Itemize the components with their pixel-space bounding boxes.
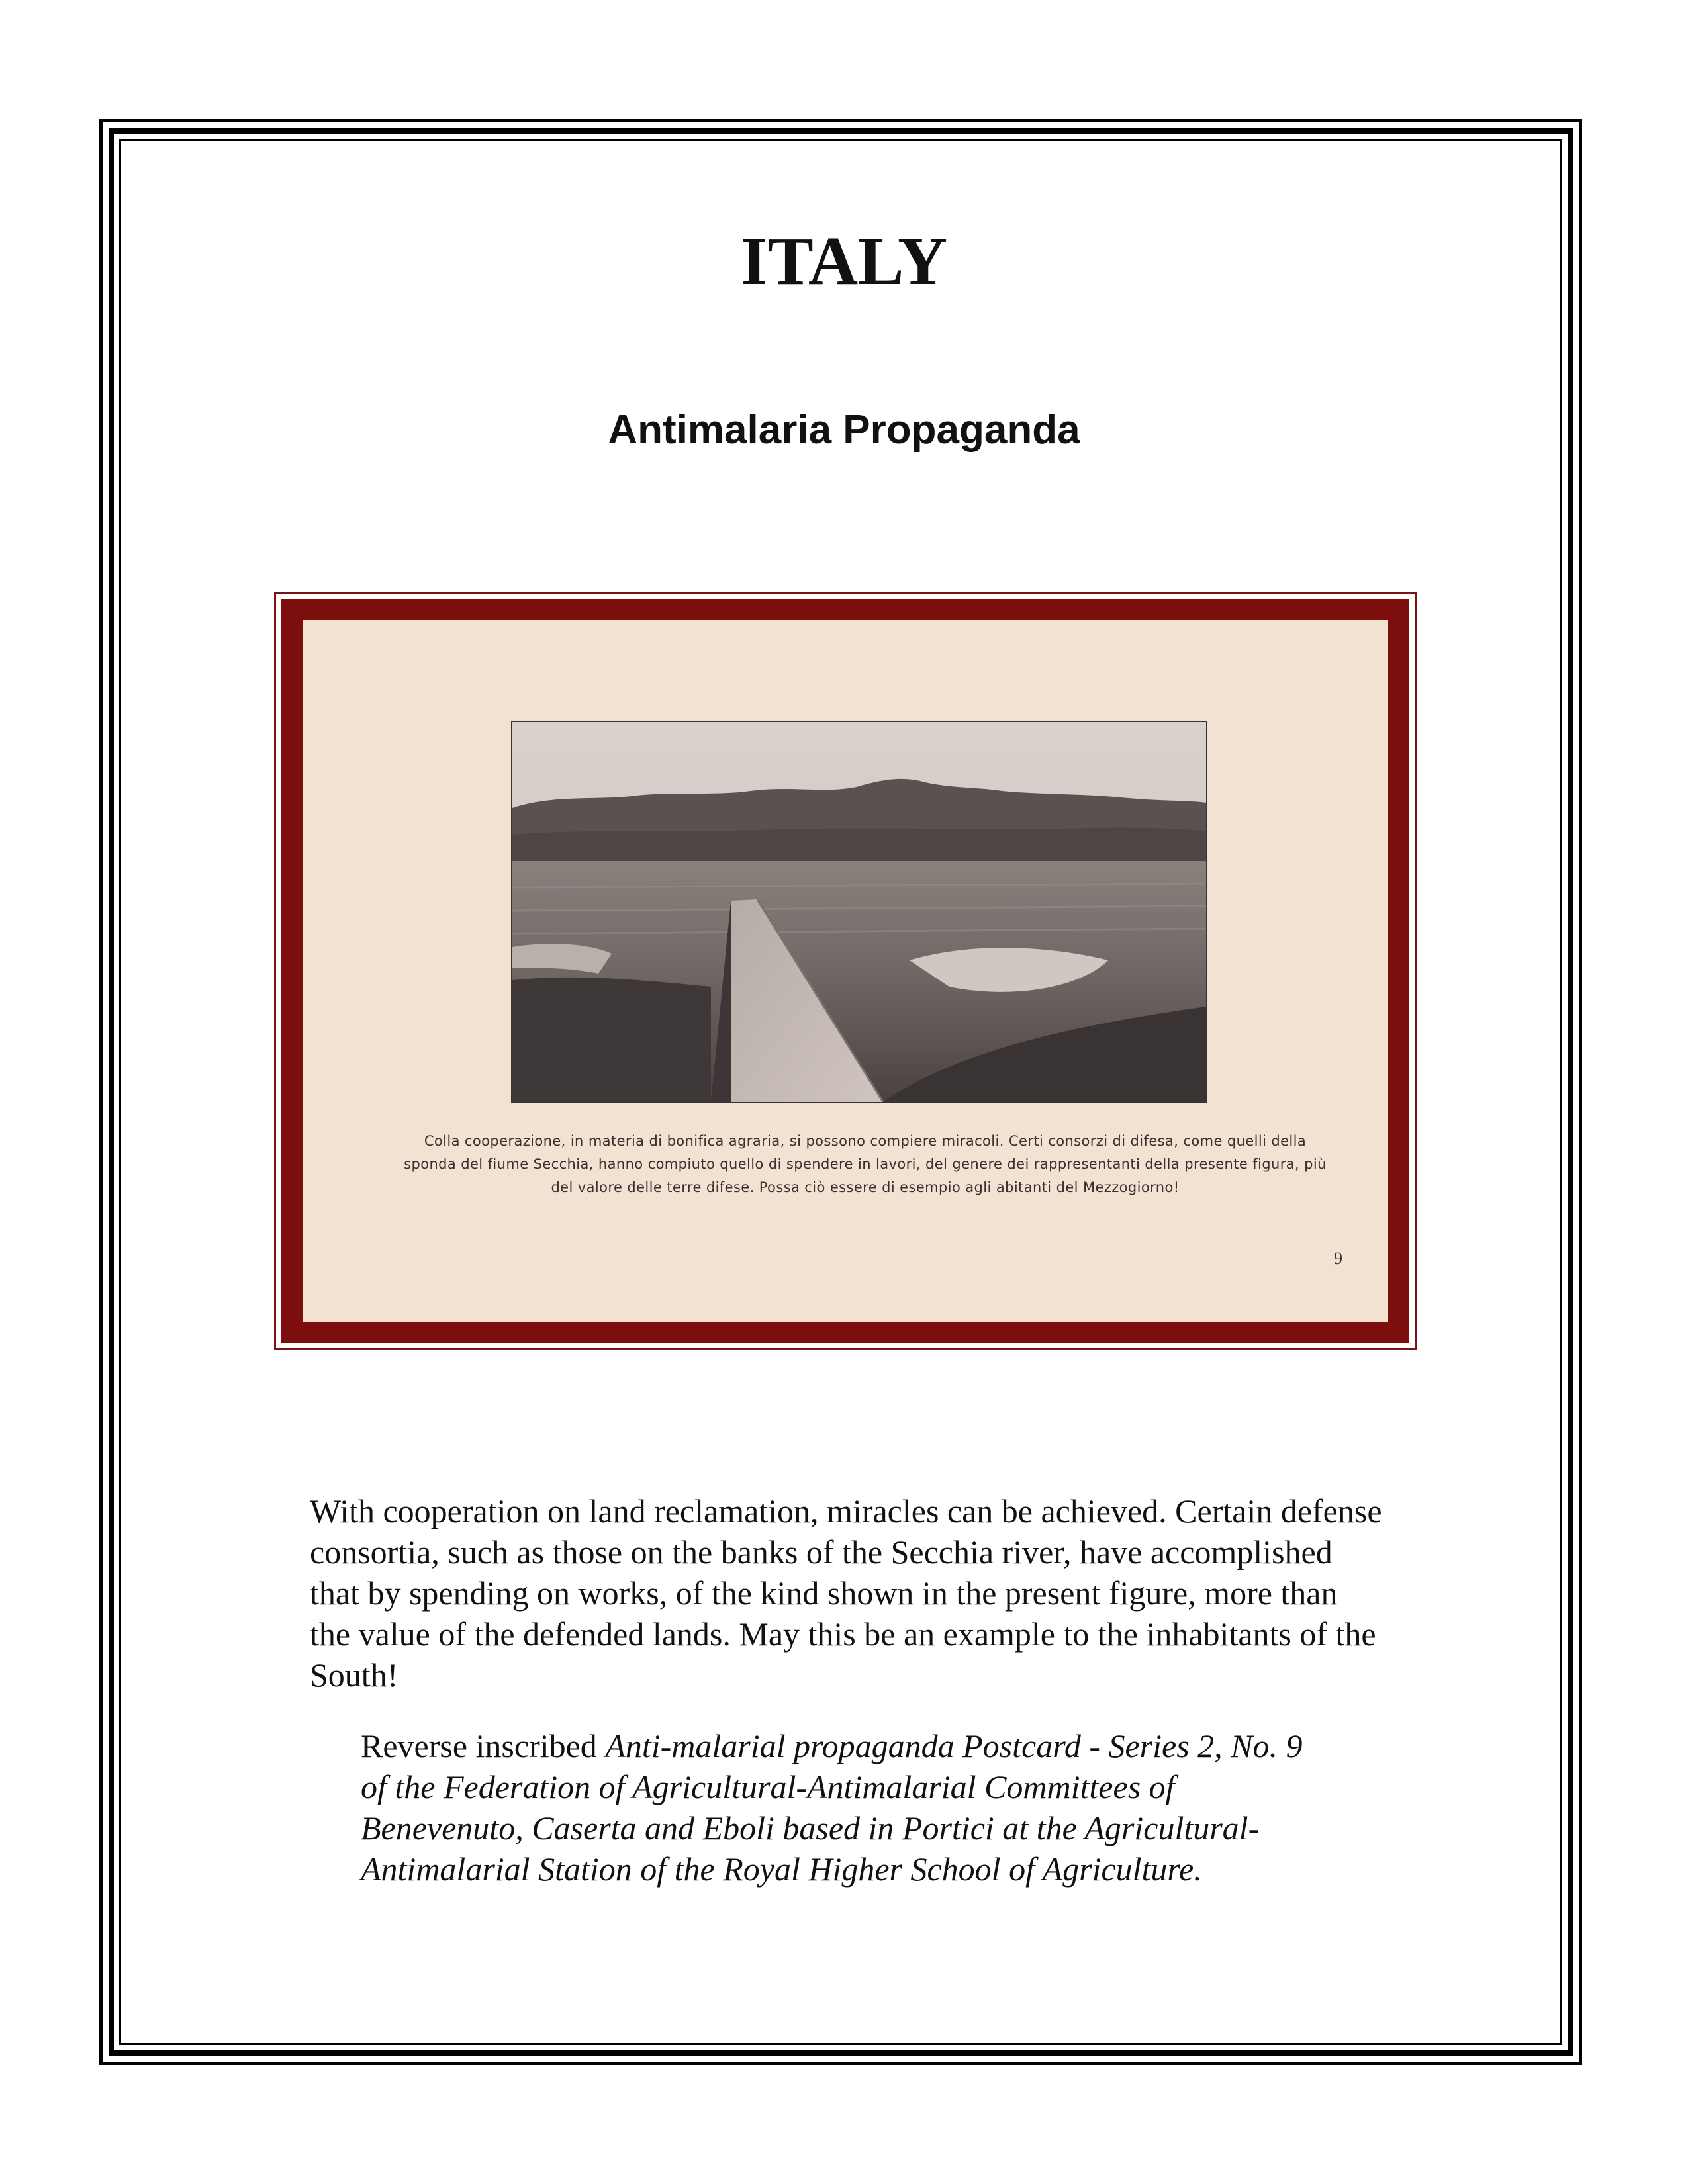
postcard-maroon-mat xyxy=(281,599,1409,1343)
note-italic-text: Anti-malarial propaganda Postcard - Series 2, No. 9 of the Federation of Agricultural-Antimalarial Committees of Benevenuto, Caserta and Eboli based in Portici at the Agricultural-Antimalarial Station of the Royal Higher School of Agriculture. xyxy=(361,1727,1303,1888)
postcard-caption: Colla cooperazione, in materia di bonifica agraria, si possono compiere miracoli. Certi consorzi di difesa, come quelli della sponda del fiume Secchia, hanno compiuto quello di spendere in lavori, del genere dei rappresentanti della presente figura, più del valore delle terre difese. Possa ciò essere di esempio agli abitanti del Mezzogiorno! xyxy=(404,1133,1327,1195)
caption-translation: With cooperation on land reclamation, miracles can be achieved. Certain defense consortia, such as those on the banks of the Secchia river, have accomplished that by spending on works, of the kind shown in the present figure, more than the value of the defended lands. May this be an example to the inhabitants of the South! xyxy=(310,1492,1382,1694)
landscape-photo-illustration xyxy=(512,722,1206,1102)
reverse-inscription-note xyxy=(361,1725,1334,1889)
postcard-photo xyxy=(511,721,1207,1103)
postcard-number: 9 xyxy=(1334,1249,1342,1268)
page-title: ITALY xyxy=(740,223,948,299)
postcard xyxy=(303,620,1388,1322)
note-prefix: Reverse inscribed xyxy=(361,1727,606,1764)
page-subtitle: Antimalaria Propaganda xyxy=(608,407,1080,453)
postcard-image-frame xyxy=(274,592,1417,1350)
